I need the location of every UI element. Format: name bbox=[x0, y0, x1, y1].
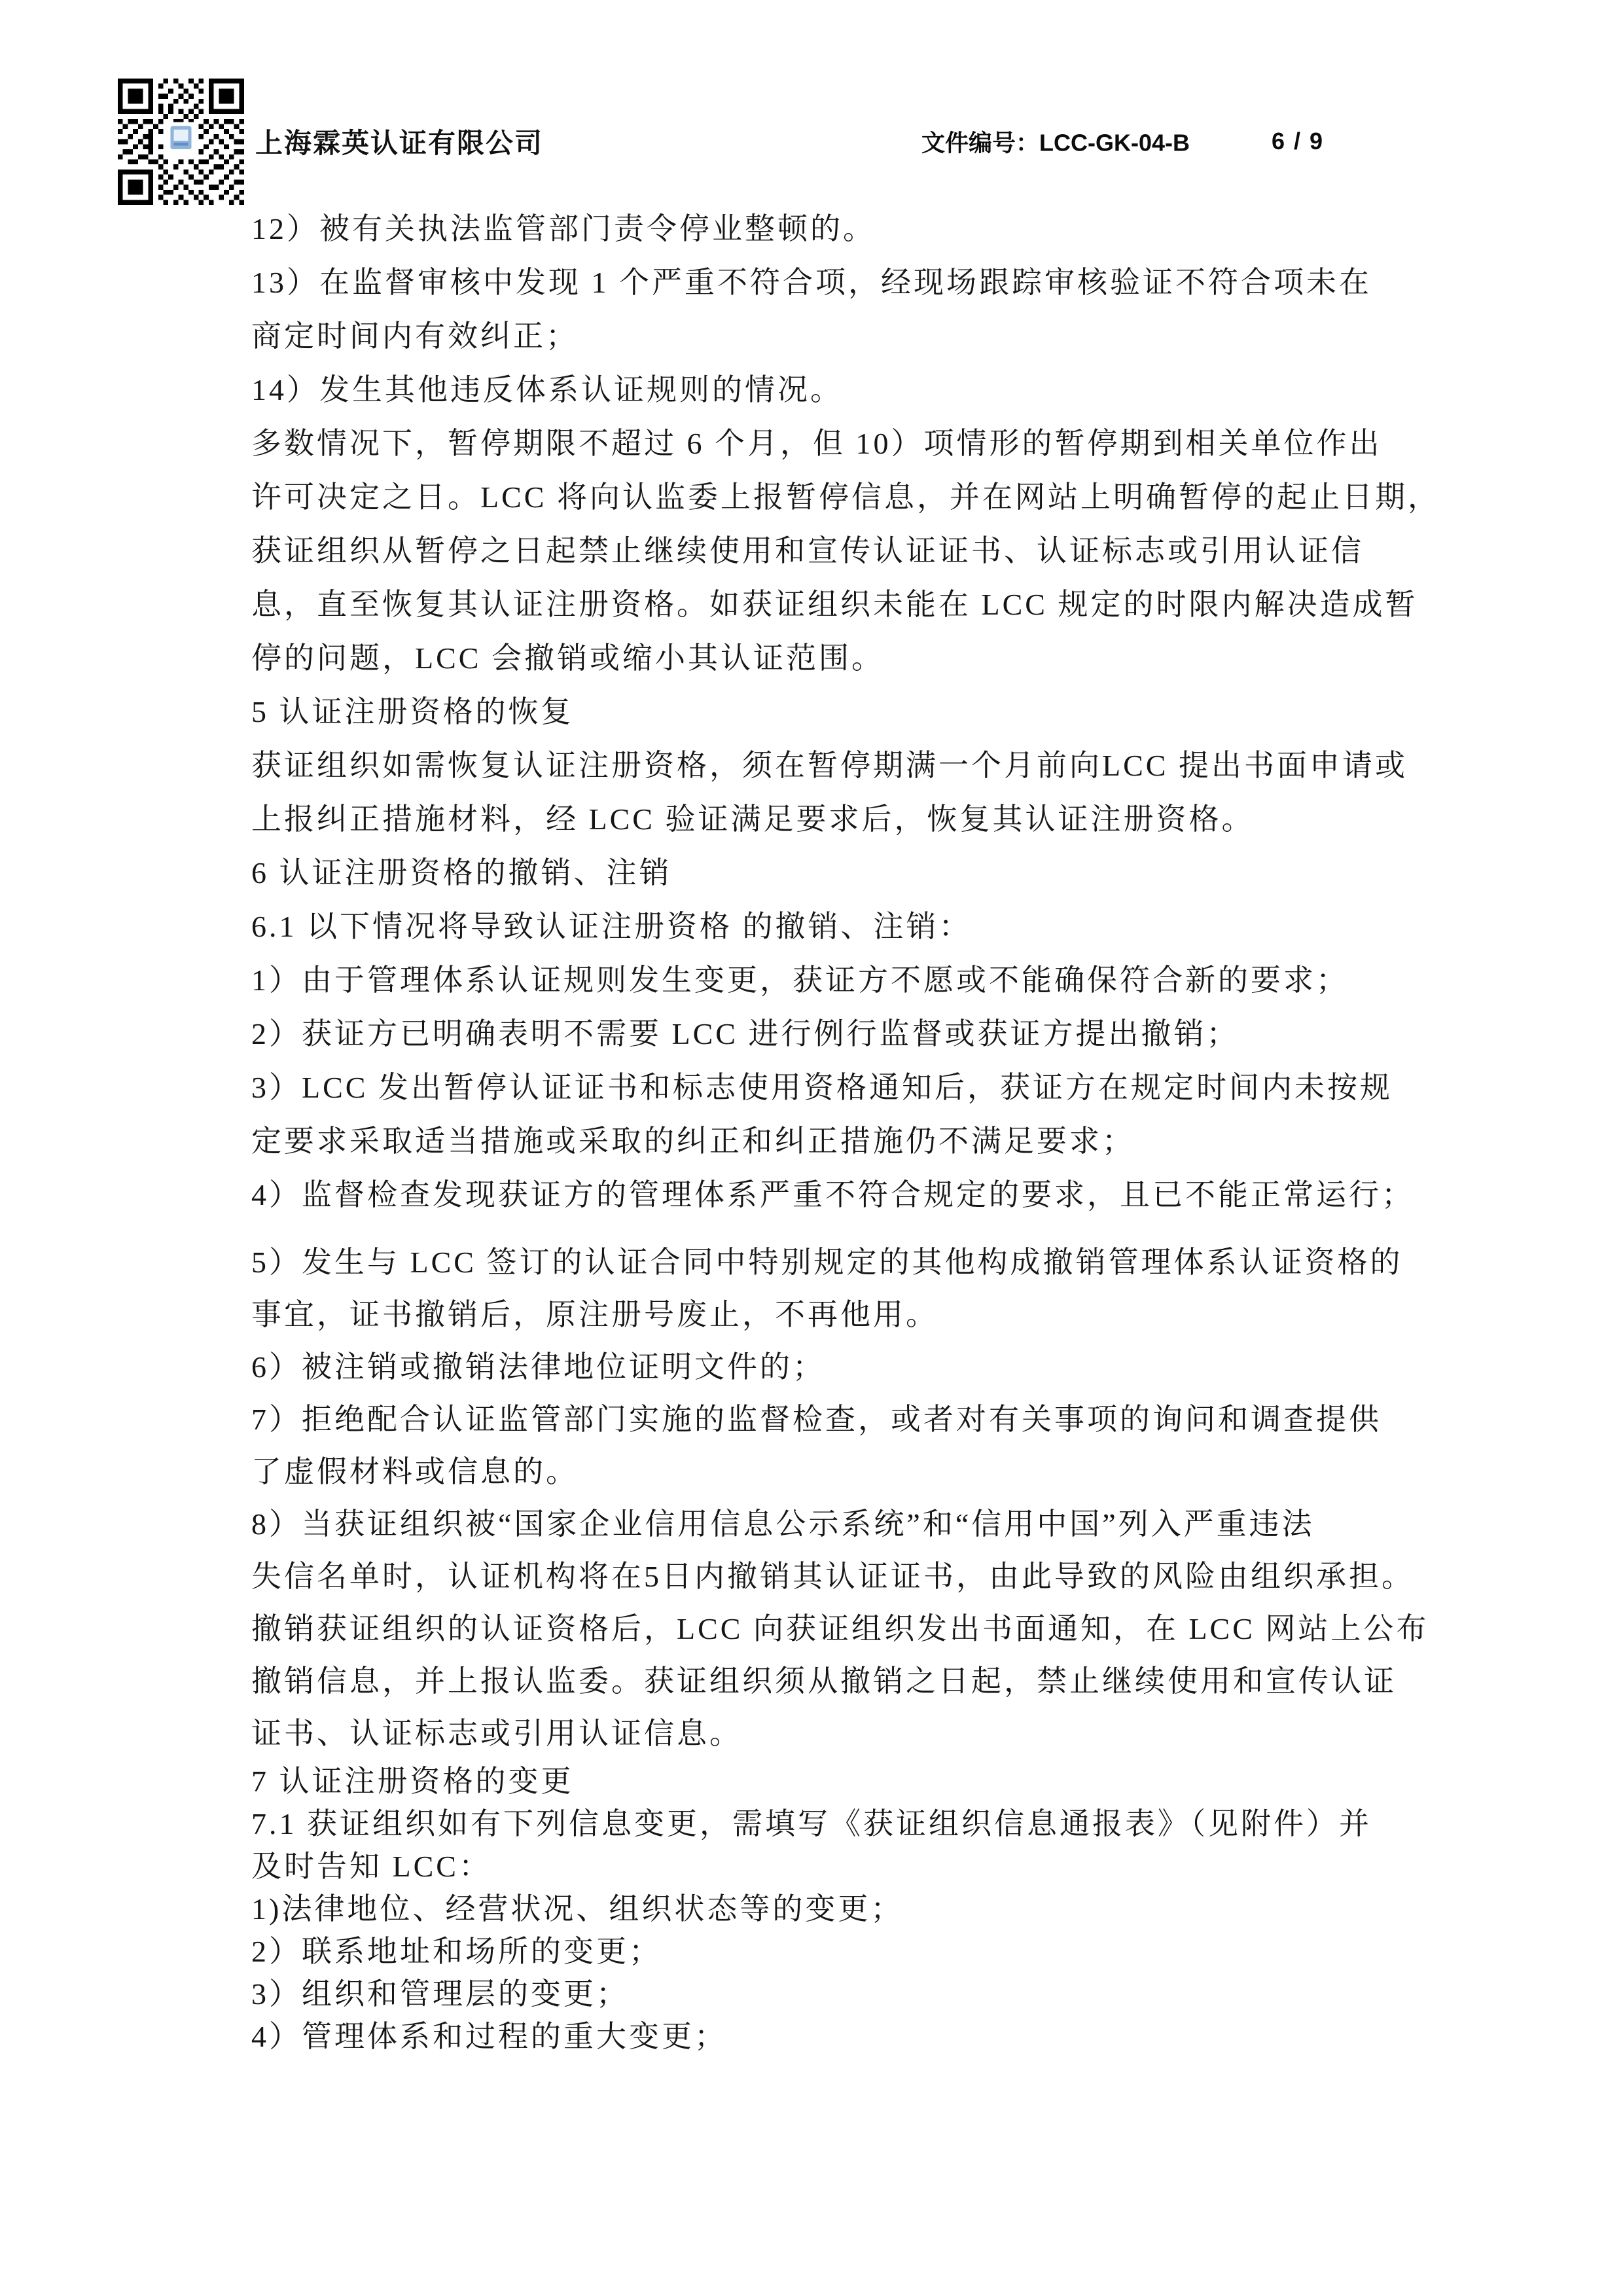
text-line: 撤销信息，并上报认监委。获证组织须从撤销之日起，禁止继续使用和宣传认证 bbox=[251, 1664, 1397, 1698]
text-line: 事宜，证书撤销后，原注册号废止，不再他用。 bbox=[251, 1298, 938, 1331]
text-line: 4）管理体系和过程的重大变更； bbox=[251, 2020, 727, 2053]
text-line: 许可决定之日。LCC 将向认监委上报暂停信息，并在网站上明确暂停的起止日期， bbox=[251, 480, 1440, 514]
text-line: 13）在监督审核中发现 1 个严重不符合项，经现场跟踪审核验证不符合项未在 bbox=[251, 266, 1372, 299]
text-line: 定要求采取适当措施或采取的纠正和纠正措施仍不满足要求； bbox=[251, 1124, 1135, 1158]
doc-number-label: 文件编号： bbox=[921, 129, 1040, 156]
text-line: 息，直至恢复其认证注册资格。如获证组织未能在 LCC 规定的时限内解决造成暂 bbox=[251, 588, 1418, 621]
text-line: 证书、认证标志或引用认证信息。 bbox=[251, 1717, 742, 1750]
text-line: 撤销获证组织的认证资格后，LCC 向获证组织发出书面通知，在 LCC 网站上公布 bbox=[251, 1612, 1429, 1645]
text-line: 失信名单时，认证机构将在5日内撤销其认证证书，由此导致的风险由组织承担。 bbox=[251, 1560, 1414, 1593]
text-line: 2）联系地址和场所的变更； bbox=[251, 1935, 662, 1968]
text-line: 多数情况下，暂停期限不超过 6 个月，但 10）项情形的暂停期到相关单位作出 bbox=[251, 427, 1382, 460]
text-line: 5）发生与 LCC 签订的认证合同中特别规定的其他构成撤销管理体系认证资格的 bbox=[251, 1246, 1403, 1279]
text-line: 12）被有关执法监管部门责令停业整顿的。 bbox=[251, 212, 876, 245]
qr-code-icon bbox=[118, 79, 244, 205]
section-heading: 5 认证注册资格的恢复 bbox=[251, 695, 574, 728]
section-heading: 7 认证注册资格的变更 bbox=[251, 1765, 574, 1798]
text-line: 2）获证方已明确表明不需要 LCC 进行例行监督或获证方提出撤销； bbox=[251, 1017, 1240, 1050]
text-line: 7）拒绝配合认证监管部门实施的监督检查，或者对有关事项的询问和调查提供 bbox=[251, 1403, 1382, 1436]
text-line: 14）发生其他违反体系认证规则的情况。 bbox=[251, 373, 843, 406]
doc-number bbox=[921, 125, 1190, 158]
text-line: 8）当获证组织被“国家企业信用信息公示系统”和“信用中国”列入严重违法 bbox=[251, 1507, 1315, 1541]
text-line: 3）LCC 发出暂停认证证书和标志使用资格通知后，获证方在规定时间内未按规 bbox=[251, 1071, 1393, 1104]
text-line: 6）被注销或撤销法律地位证明文件的； bbox=[251, 1350, 825, 1384]
text-line: 停的问题，LCC 会撤销或缩小其认证范围。 bbox=[251, 641, 884, 675]
company-name: 上海霖英认证有限公司 bbox=[255, 128, 544, 158]
doc-number-value: LCC-GK-04-B bbox=[1039, 129, 1190, 156]
text-line: 1)法律地位、经营状况、组织状态等的变更； bbox=[251, 1892, 904, 1926]
page-indicator: 6 / 9 bbox=[1272, 128, 1325, 154]
text-line: 及时告知 LCC： bbox=[251, 1850, 491, 1883]
document-body bbox=[251, 202, 1440, 2058]
section-heading: 6 认证注册资格的撤销、注销 bbox=[251, 856, 672, 889]
qr-center-logo bbox=[164, 122, 198, 157]
text-line: 4）监督检查发现获证方的管理体系严重不符合规定的要求，且已不能正常运行； bbox=[251, 1178, 1414, 1211]
text-line: 获证组织如需恢复认证注册资格，须在暂停期满一个月前向LCC 提出书面申请或 bbox=[251, 749, 1408, 782]
text-line: 商定时间内有效纠正； bbox=[251, 319, 579, 353]
text-line: 获证组织从暂停之日起禁止继续使用和宣传认证证书、认证标志或引用认证信 bbox=[251, 534, 1364, 567]
text-line: 1）由于管理体系认证规则发生变更，获证方不愿或不能确保符合新的要求； bbox=[251, 963, 1349, 997]
text-line: 上报纠正措施材料，经 LCC 验证满足要求后，恢复其认证注册资格。 bbox=[251, 802, 1255, 836]
text-line: 了虚假材料或信息的。 bbox=[251, 1455, 579, 1488]
text-line: 7.1 获证组织如有下列信息变更，需填写《获证组织信息通报表》（见附件）并 bbox=[251, 1807, 1372, 1840]
text-line: 6.1 以下情况将导致认证注册资格 的撤销、注销： bbox=[251, 910, 972, 943]
text-line: 3）组织和管理层的变更； bbox=[251, 1977, 629, 2011]
